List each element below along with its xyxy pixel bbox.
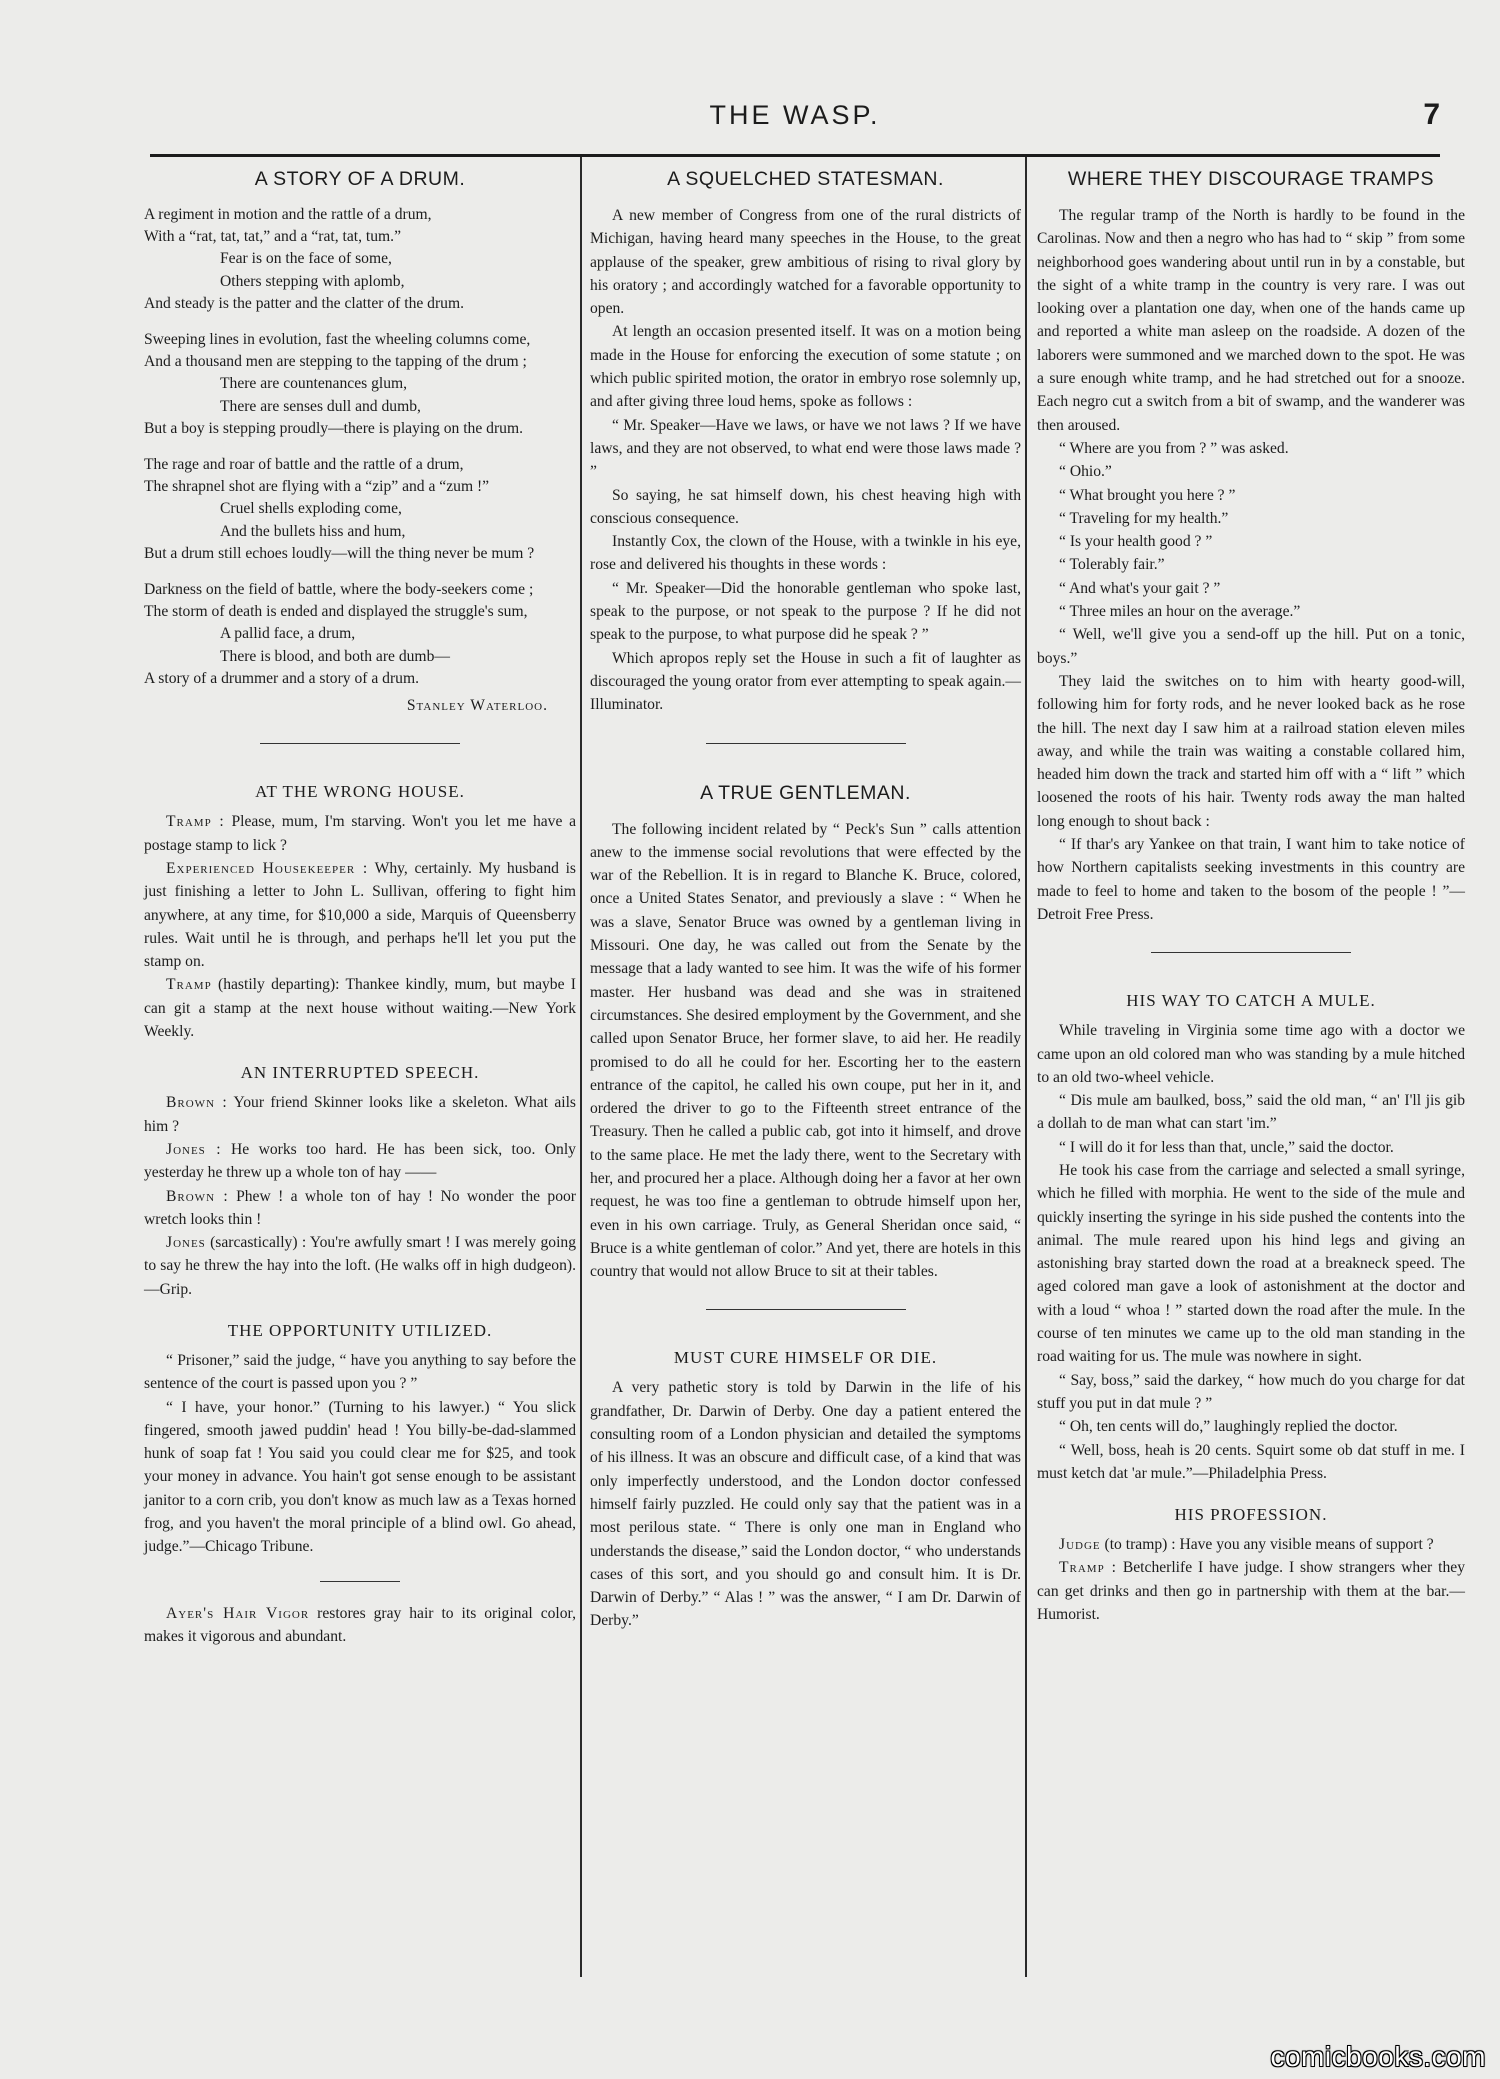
poem-line: A regiment in motion and the rattle of a drum, bbox=[144, 206, 432, 223]
paragraph: “ Ohio.” bbox=[1059, 463, 1112, 481]
paragraph: “ Mr. Speaker—Did the honorable gentleman who spoke last, speak to the purpose, or not speak to the purpose ? If he did not speak to the purpose, to what purpose did he speak ? ” bbox=[590, 579, 1021, 644]
poem-line: Cruel shells exploding come, bbox=[220, 500, 402, 518]
masthead bbox=[150, 98, 1440, 138]
poem-line: Others stepping with aplomb, bbox=[220, 272, 405, 290]
advertisement-ayer bbox=[144, 1602, 576, 1649]
article-body-profession bbox=[1037, 1533, 1465, 1626]
separator-rule bbox=[1151, 952, 1351, 953]
paragraph: While traveling in Virginia some time ago with a doctor we came upon an old colored man who was standing by a mule hitched to an old two-wheel vehicle. bbox=[1037, 1022, 1465, 1086]
poem-line: And a thousand men are stepping to the tapping of the drum ; bbox=[144, 353, 527, 371]
article-body-gentleman bbox=[590, 818, 1021, 1284]
dialogue-text: (to tramp) : Have you any visible means of support ? bbox=[1100, 1536, 1434, 1554]
separator-rule-short bbox=[320, 1581, 400, 1582]
paragraph: Which apropos reply set the House in such a fit of laughter as discouraged the young orator from ever attempting to speak again.—Illuminator. bbox=[590, 649, 1021, 714]
article-title-opportunity: THE OPPORTUNITY UTILIZED. bbox=[227, 1321, 493, 1340]
article-body-interrupted-speech bbox=[144, 1091, 576, 1301]
speaker-label: Judge bbox=[1059, 1536, 1101, 1554]
poem-line: And the bullets hiss and hum, bbox=[220, 522, 406, 540]
paragraph: “ Dis mule am baulked, boss,” said the old man, “ an' I'll jis gib a dollah to de man what can start 'im.” bbox=[1037, 1092, 1465, 1133]
paragraph: “ And what's your gait ? ” bbox=[1059, 579, 1221, 597]
paragraph: “ I have, your honor.” (Turning to his lawyer.) “ You slick fingered, smooth jawed puddin' head ! You billy-be-dad-slammed hunk of soap fat ! You said you could clear me for $25, and took your money in advance. You hain't got sense enough to be assistant janitor to a corn crib, you don't know as much law as a Texas horned frog, and you haven't the moral principle of a blind owl. Go ahead, judge.”—Chicago Tribune. bbox=[144, 1398, 576, 1556]
dialogue-paragraph bbox=[1037, 1533, 1465, 1556]
paragraph: They laid the switches on to him with hearty good-will, following him for forty rods, and he never looked back as he rose the hill. The next day I saw him at a railroad station eleven miles away, and while the train was waiting a constable collared him, headed him down the track and started him off with a “ lift ” which loosened the roots of his hair. Twenty rods away the man halted long enough to shout back : bbox=[1037, 672, 1465, 830]
poem-line: A pallid face, a drum, bbox=[220, 625, 356, 643]
speaker-label: Experienced Housekeeper : bbox=[166, 859, 369, 877]
paragraph: “ Traveling for my health.” bbox=[1059, 509, 1229, 527]
dialogue-text: He works too hard. He has been sick, too. Only yesterday he threw up a whole ton of hay —— bbox=[144, 1140, 576, 1182]
newspaper-title: THE WASP. bbox=[709, 100, 881, 130]
speaker-label: Tramp : bbox=[1059, 1559, 1117, 1577]
separator-rule bbox=[706, 743, 906, 744]
article-title-profession: HIS PROFESSION. bbox=[1174, 1505, 1328, 1525]
paragraph: At length an occasion presented itself. It was on a motion being made in the House for enforcing the execution of some statute ; on which public spirited motion, the orator in embryo rose solemnly up, and after giving three loud hems, spoke as follows : bbox=[590, 323, 1021, 411]
speaker-label: Jones : bbox=[166, 1140, 222, 1158]
dialogue-paragraph bbox=[144, 1091, 576, 1138]
poem-line: And steady is the patter and the clatter of the drum. bbox=[144, 294, 464, 312]
poem-line: There are countenances glum, bbox=[220, 375, 408, 393]
article-title-wrong-house: AT THE WRONG HOUSE. bbox=[255, 782, 465, 802]
paragraph: The following incident related by “ Peck's Sun ” calls attention anew to the immense social revolutions that were effected by the war of the Rebellion. It is in regard to Blanche K. Bruce, colored, once a United States Senator, and previously a slave : “ When he was a slave, Senator Bruce was owned by a gentleman living in Missouri. One day, he was called out from the Senate by the message that a lady wanted to see him. It was the wife of his former master. Her husband was dead and she was in straitened circumstances. She desired employment by the Government, and she called upon Senator Bruce, her former slave, to aid her. He readily promised to do all he could for her. Escorting her to the eastern entrance of the capitol, he called his own coupe, put her in it, and ordered the driver to go to the Fifteenth street entrance of the Treasury. Then he called a public cab, got into it himself, and drove to the same place. He met the lady there, went to the Secretary with her, and procured her a place. Although doing her a favor at her own request, he was too fine a gentleman to obtrude himself upon her, even in his own carriage. Truly, as General Sheridan once said, “ Bruce is a white gentleman of color.” And yet, there are hotels in this country that would not allow Bruce to sit at their tables. bbox=[590, 820, 1021, 1281]
dialogue-text: Your friend Skinner looks like a skeleton. What ails him ? bbox=[144, 1094, 576, 1135]
poem-line: The shrapnel shot are flying with a “zip” and a “zum !” bbox=[144, 478, 490, 496]
poem-line: There are senses dull and dumb, bbox=[220, 397, 421, 415]
poem-line: But a boy is stepping proudly—there is playing on the drum. bbox=[144, 419, 523, 437]
poem-line: The storm of death is ended and displayed the struggle's sum, bbox=[144, 603, 528, 621]
speaker-label: Brown : bbox=[166, 1187, 229, 1205]
paragraph: “ If thar's ary Yankee on that train, I want him to take notice of how Northern capitalists seeking investments in this country are made to feel to home and taken to the bosom of the people ! ”—Detroit Free Press. bbox=[1037, 836, 1465, 923]
paragraph: “ Where are you from ? ” was asked. bbox=[1059, 439, 1289, 457]
poem-line: Darkness on the field of battle, where the body-seekers come ; bbox=[144, 581, 534, 599]
article-title-drum: A STORY OF A DRUM. bbox=[254, 168, 466, 190]
poem-line: The rage and roar of battle and the rattle of a drum, bbox=[144, 456, 464, 474]
dialogue-paragraph bbox=[1037, 1556, 1465, 1626]
paragraph: A very pathetic story is told by Darwin in the life of his grandfather, Dr. Darwin of Derby. One day a patient entered the consulting room of a London physician and detailed the symptoms of his illness. It was an obscure and difficult case, of a kind that was only imperfectly understood, and the London doctor confessed himself fairly puzzled. He could only say that the patient was in a most perilous state. “ There is only one man in England who understands the disease,” said the London doctor, “ who understands cases of this sort, and you should go and consult him. It is Dr. Darwin of Derby.” “ Alas ! ” was the answer, “ I am Dr. Darwin of Derby.” bbox=[590, 1379, 1021, 1630]
poem-stanza bbox=[144, 579, 576, 690]
poem-stanza bbox=[144, 204, 576, 315]
speaker-label: Jones bbox=[166, 1234, 206, 1252]
dialogue-paragraph bbox=[144, 973, 576, 1043]
poem-stanza bbox=[144, 454, 576, 565]
article-title-statesman: A SQUELCHED STATESMAN. bbox=[667, 168, 944, 190]
dialogue-text: Please, mum, I'm starving. Won't you let me have a postage stamp to lick ? bbox=[144, 813, 577, 854]
page-number: 7 bbox=[1423, 98, 1440, 131]
speaker-label: Brown : bbox=[166, 1094, 228, 1112]
header-rule bbox=[150, 154, 1440, 157]
paragraph: “ Well, boss, heah is 20 cents. Squirt some ob dat stuff in me. I must ketch dat 'ar mule.”—Philadelphia Press. bbox=[1037, 1441, 1465, 1482]
dialogue-paragraph bbox=[144, 1185, 576, 1232]
paragraph: “ Say, boss,” said the darkey, “ how much do you charge for dat stuff you put in dat mule ? ” bbox=[1037, 1371, 1465, 1412]
ad-text: restores gray hair to its original color, makes it vigorous and abundant. bbox=[144, 1604, 577, 1645]
paragraph: He took his case from the carriage and selected a small syringe, which he filled with morphia. He went to the side of the mule and quickly inserting the syringe in his side pushed the contents into the animal. The mule reared upon his hind legs and giving an astonishing bray started down the road at a breakneck speed. The aged colored man gave a look of astonishment at the doctor and with a loud “ whoa ! ” started down the road after the mule. In the course of ten minutes we came up to the old man standing in the road waiting for us. The mule was nowhere in sight. bbox=[1037, 1161, 1465, 1366]
poem-author: Stanley Waterloo. bbox=[406, 697, 548, 715]
paragraph: “ Tolerably fair.” bbox=[1059, 556, 1165, 574]
poem-line: Fear is on the face of some, bbox=[220, 250, 392, 268]
column-3 bbox=[1037, 166, 1465, 1626]
column-rule-2 bbox=[1025, 157, 1027, 1977]
paragraph: “ Mr. Speaker—Have we laws, or have we not laws ? If we have laws, and they are not observed, to what end were those laws made ? ” bbox=[590, 416, 1021, 481]
poem-line: With a “rat, tat, tat,” and a “rat, tat, tum.” bbox=[144, 228, 401, 246]
watermark: comicbooks.com bbox=[1270, 2041, 1486, 2072]
dialogue-text: (hastily departing): Thankee kindly, mum, but maybe I can git a stamp at the next house without waiting.—New York Weekly. bbox=[144, 976, 576, 1041]
poem-stanza bbox=[144, 329, 576, 440]
poem-line: There is blood, and both are dumb— bbox=[220, 647, 450, 665]
article-title-tramps: WHERE THEY DISCOURAGE TRAMPS bbox=[1067, 168, 1435, 190]
paragraph: “ Is your health good ? ” bbox=[1059, 533, 1213, 551]
article-title-gentleman: A TRUE GENTLEMAN. bbox=[700, 781, 911, 804]
paragraph: “ I will do it for less than that, uncle,” said the doctor. bbox=[1059, 1138, 1394, 1156]
paragraph: “ What brought you here ? ” bbox=[1059, 486, 1236, 504]
dialogue-text: Phew ! a whole ton of hay ! No wonder the poor wretch looks thin ! bbox=[144, 1187, 576, 1228]
poem-drum bbox=[144, 204, 576, 690]
separator-rule bbox=[260, 743, 460, 744]
poem-line: A story of a drummer and a story of a drum. bbox=[144, 669, 419, 687]
paragraph: Instantly Cox, the clown of the House, with a twinkle in his eye, rose and delivered his thoughts in these words : bbox=[590, 533, 1021, 574]
dialogue-text: Why, certainly. My husband is just finishing a letter to John L. Sullivan, offering to fight him anywhere, at any time, for $10,000 a side, Marquis of Queensberry rules. Wait until he is through, and perhaps he'll let you put the stamp on. bbox=[144, 859, 576, 971]
poem-line: Sweeping lines in evolution, fast the wheeling columns come, bbox=[144, 331, 531, 349]
separator-rule bbox=[706, 1309, 906, 1310]
speaker-label: Tramp bbox=[166, 976, 212, 994]
speaker-label: Tramp : bbox=[166, 813, 225, 831]
paragraph: A new member of Congress from one of the rural districts of Michigan, having heard many speeches in the House, to the great applause of the speaker, grew ambitious of rising to rival glory by his oratory ; and accordingly watched for a favorable opportunity to open. bbox=[590, 207, 1021, 318]
column-rule-1 bbox=[580, 157, 582, 1977]
paragraph: The regular tramp of the North is hardly to be found in the Carolinas. Now and then a negro who has had to “ skip ” from some neighborhood goes wandering about until run in by a constable, but the sight of a white tramp in the country is very rare. I was out looking over a plantation one day, when one of the hands came up and reported a white man asleep on the roadside. A dozen of the laborers were summoned and we marched down to the spot. He was a sure enough white tramp, and he had stretched out for a snooze. Each negro cut a switch from a bit of swamp, and the wanderer was then aroused. bbox=[1037, 207, 1465, 434]
dialogue-text: (sarcastically) : You're awfully smart ! I was merely going to say he threw the hay into the loft. (He walks off in high dudgeon).—Grip. bbox=[144, 1234, 576, 1298]
paragraph: So saying, he sat himself down, his chest heaving high with conscious consequence. bbox=[590, 486, 1021, 527]
article-title-cure: MUST CURE HIMSELF OR DIE. bbox=[673, 1348, 938, 1368]
article-title-mule: HIS WAY TO CATCH A MULE. bbox=[1126, 991, 1376, 1011]
dialogue-text: Betcherlife I have judge. I show strangers wher they can get drinks and then go in partnership with them at the bar.—Humorist. bbox=[1037, 1559, 1466, 1624]
paragraph: “ Oh, ten cents will do,” laughingly replied the doctor. bbox=[1059, 1418, 1398, 1436]
article-body-mule bbox=[1037, 1019, 1465, 1485]
paragraph: “ Prisoner,” said the judge, “ have you anything to say before the sentence of the court is passed upon you ? ” bbox=[144, 1352, 576, 1393]
column-1 bbox=[144, 166, 576, 1648]
article-body-statesman bbox=[590, 204, 1021, 717]
article-title-interrupted-speech: AN INTERRUPTED SPEECH. bbox=[240, 1063, 480, 1083]
article-body-tramps bbox=[1037, 204, 1465, 926]
paragraph: “ Three miles an hour on the average.” bbox=[1059, 603, 1301, 621]
dialogue-paragraph bbox=[144, 810, 576, 857]
article-body-cure bbox=[590, 1376, 1021, 1632]
dialogue-paragraph bbox=[144, 1231, 576, 1301]
dialogue-paragraph bbox=[144, 857, 576, 973]
paragraph: “ Well, we'll give you a send-off up the hill. Put on a tonic, boys.” bbox=[1037, 626, 1465, 667]
poem-line: But a drum still echoes loudly—will the thing never be mum ? bbox=[144, 544, 535, 562]
article-body-wrong-house bbox=[144, 810, 576, 1043]
ad-brand: Ayer's Hair Vigor bbox=[166, 1604, 310, 1622]
article-body-opportunity bbox=[144, 1349, 576, 1559]
column-2 bbox=[590, 166, 1021, 1633]
dialogue-paragraph bbox=[144, 1138, 576, 1185]
